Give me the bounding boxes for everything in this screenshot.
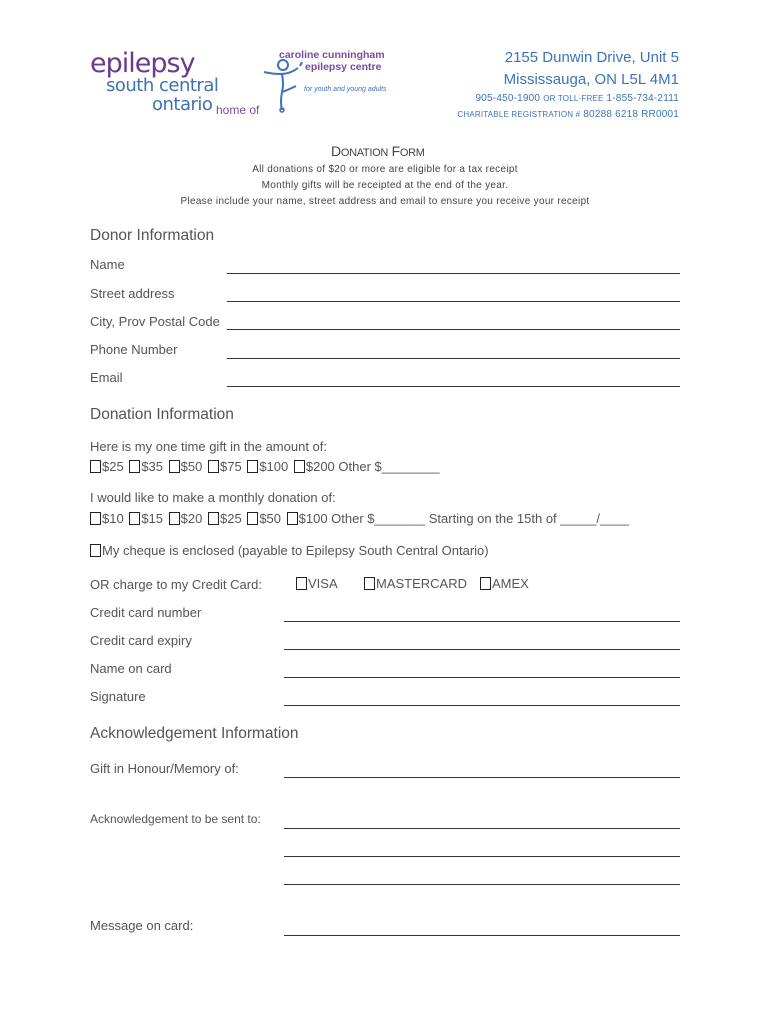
credit-card-number-field[interactable] — [284, 621, 680, 622]
email-field[interactable] — [227, 386, 680, 387]
form-title-f: F — [391, 143, 400, 159]
monthly-donation-label: I would like to make a monthly donation of: — [90, 490, 336, 505]
monthly-option-100-other[interactable]: $100 Other $_______ Starting on the 15th of _____/____ — [287, 511, 629, 526]
one-time-option-200-other[interactable]: $200 Other $________ — [294, 459, 440, 474]
phone-tollfree: 1-855-734-2111 — [606, 93, 679, 104]
checkbox[interactable] — [364, 577, 375, 590]
city-prov-postal-label: City, Prov Postal Code — [90, 314, 220, 329]
name-on-card-field[interactable] — [284, 677, 680, 678]
charity-registration — [457, 109, 679, 120]
credit-card-number-label: Credit card number — [90, 605, 202, 620]
acknowledgement-info-heading: Acknowledgement Information — [90, 725, 299, 742]
note-include-info: Please include your name, street address and email to ensure you receive your receipt — [180, 196, 590, 207]
acknowledgement-sent-to-field-1[interactable] — [284, 828, 680, 829]
credit-card-label: OR charge to my Credit Card: — [90, 577, 262, 592]
one-time-options — [90, 459, 442, 474]
phone-number-field[interactable] — [227, 358, 680, 359]
centre-name-line2: epilepsy centre — [305, 61, 382, 73]
checkbox[interactable] — [480, 577, 491, 590]
name-on-card-label: Name on card — [90, 661, 172, 676]
dancing-figure-icon — [262, 52, 306, 114]
phone-or-tollfree: OR TOLL-FREE — [543, 94, 604, 103]
logo-text-epilepsy: epilepsy — [90, 48, 195, 79]
one-time-option-25[interactable]: $25 — [90, 459, 124, 474]
credit-card-expiry-label: Credit card expiry — [90, 633, 192, 648]
monthly-option-10[interactable]: $10 — [90, 511, 124, 526]
cheque-enclosed-text: My cheque is enclosed (payable to Epilepsy South Central Ontario) — [102, 543, 489, 558]
card-option-mastercard[interactable]: MASTERCARD — [364, 576, 467, 591]
street-address-field[interactable] — [227, 301, 680, 302]
home-of-label: home of — [216, 103, 260, 117]
phone-local: 905-450-1900 — [475, 93, 541, 104]
checkbox[interactable] — [169, 512, 180, 525]
charity-label: CHARITABLE REGISTRATION # — [457, 110, 581, 119]
city-prov-postal-field[interactable] — [227, 329, 680, 330]
acknowledgement-sent-to-field-2[interactable] — [284, 856, 680, 857]
checkbox[interactable] — [169, 460, 180, 473]
cheque-enclosed-option[interactable] — [90, 543, 489, 558]
one-time-gift-label: Here is my one time gift in the amount of: — [90, 439, 327, 454]
gift-honour-memory-label: Gift in Honour/Memory of: — [90, 761, 239, 776]
credit-card-expiry-field[interactable] — [284, 649, 680, 650]
checkbox[interactable] — [294, 460, 305, 473]
phone-number-label: Phone Number — [90, 342, 178, 357]
logo-text-ontario: ontario — [152, 94, 213, 115]
monthly-option-25[interactable]: $25 — [208, 511, 242, 526]
note-monthly-receipt: Monthly gifts will be receipted at the end of the year. — [261, 180, 509, 191]
checkbox[interactable] — [129, 512, 140, 525]
checkbox[interactable] — [90, 544, 101, 557]
card-option-visa[interactable]: VISA — [296, 576, 338, 591]
checkbox[interactable] — [90, 460, 101, 473]
donation-info-heading: Donation Information — [90, 406, 234, 423]
logo-text-south-central: south central — [106, 75, 219, 96]
checkbox[interactable] — [129, 460, 140, 473]
checkbox[interactable] — [247, 512, 258, 525]
form-title-d: D — [331, 143, 341, 159]
name-label: Name — [90, 257, 125, 272]
form-title — [331, 143, 425, 159]
checkbox[interactable] — [208, 512, 219, 525]
centre-tagline: for youth and young adults — [304, 86, 387, 93]
one-time-option-35[interactable]: $35 — [129, 459, 163, 474]
signature-label: Signature — [90, 689, 146, 704]
monthly-option-15[interactable]: $15 — [129, 511, 163, 526]
acknowledgement-sent-to-label: Acknowledgement to be sent to: — [90, 812, 261, 826]
monthly-options — [90, 511, 631, 526]
email-label: Email — [90, 370, 123, 385]
gift-honour-memory-field[interactable] — [284, 777, 680, 778]
message-on-card-label: Message on card: — [90, 918, 194, 933]
note-tax-receipt: All donations of $20 or more are eligible for a tax receipt — [252, 164, 518, 175]
card-option-amex[interactable]: AMEX — [480, 576, 529, 591]
one-time-option-50[interactable]: $50 — [169, 459, 203, 474]
one-time-option-100[interactable]: $100 — [247, 459, 288, 474]
acknowledgement-sent-to-field-3[interactable] — [284, 884, 680, 885]
signature-field[interactable] — [284, 705, 680, 706]
address-line1: 2155 Dunwin Drive, Unit 5 — [504, 49, 679, 66]
centre-name-line1: caroline cunningham — [279, 49, 385, 61]
phone-line — [476, 93, 679, 104]
checkbox[interactable] — [247, 460, 258, 473]
one-time-option-75[interactable]: $75 — [208, 459, 242, 474]
street-address-label: Street address — [90, 286, 175, 301]
checkbox[interactable] — [90, 512, 101, 525]
message-on-card-field[interactable] — [284, 935, 680, 936]
address-line2: Mississauga, ON L5L 4M1 — [503, 71, 679, 88]
form-title-onation: ONATION — [340, 147, 389, 159]
name-field[interactable] — [227, 273, 680, 274]
checkbox[interactable] — [287, 512, 298, 525]
donor-info-heading: Donor Information — [90, 227, 215, 244]
monthly-option-50[interactable]: $50 — [247, 511, 281, 526]
charity-number: 80288 6218 RR0001 — [583, 109, 679, 120]
checkbox[interactable] — [296, 577, 307, 590]
checkbox[interactable] — [208, 460, 219, 473]
form-title-orm: ORM — [399, 147, 425, 159]
monthly-option-20[interactable]: $20 — [169, 511, 203, 526]
